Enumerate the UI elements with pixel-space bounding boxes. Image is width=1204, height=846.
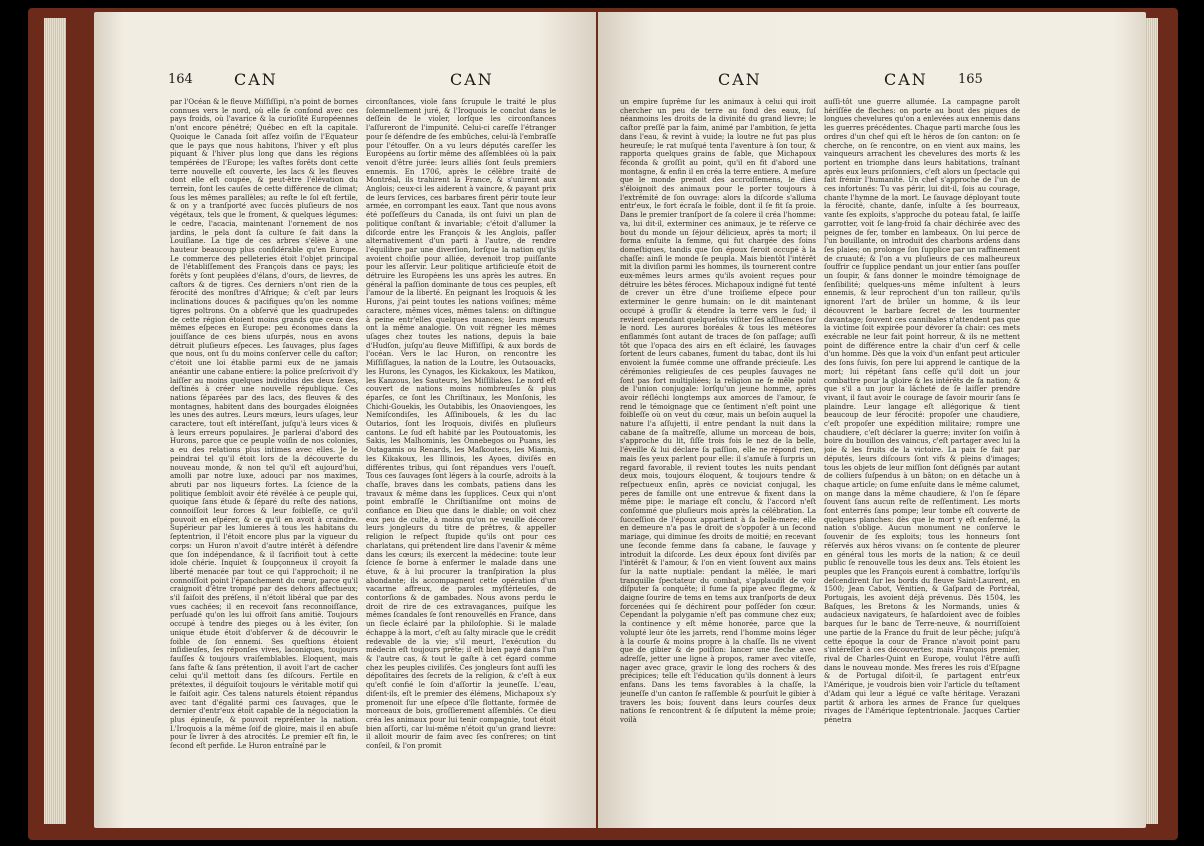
page-number-left: 164 <box>168 72 193 87</box>
left-page-column-1 <box>170 98 358 820</box>
running-head-right-1: CAN <box>718 70 762 89</box>
page-number-right: 165 <box>958 72 983 87</box>
right-col2-text: auſſi-tôt une guerre allumée. La campagne paroît hériſſée de fleches: on porte au bout des piques de longues chevelures qu'on a enlevées aux ennemis dans les guerres précédentes. Chaque parti marche ſous les ordres d'un chef qui eſt le héros de ſon canton: on ſe cherche, on ſe rencontre, on en vient aux mains, les vainqueurs arrachent les chevelures des morts & les portent en triomphe dans leurs habitations, traînant après eux leurs priſonniers, c'eſt alors un ſpectacle qui fait frémir l'humanité. Un chef s'approche de l'un de ces infortunés: Tu vas périr, lui dit-il, ſois au courage, chante l'hymne de la mort. Le ſauvage déployant toute la férocité, chante, danſe, inſulte à ſes bourreaux, vante ſes exploits, s'approche du poteau fatal, ſe laiſſe garrotter, voit ſe lang-froid ſa chair déchirée avec des peignes de fer, tomber en lambeaux. On lui perce de l'un bouillante, on introduit des charbons ardens dans ſes plaies; on prolonge ſon ſupplice par un raffinement de cruauté; & l'on a vu pluſieurs de ces malheureux ſouffrir ce ſupplice pendant un jour entier ſans pouſſer un ſoupir, & ſans donner le moindre témoignage de ſenſibilité; quelques-uns même inſultent à leurs ennemis, & leur reprochent d'un ton railleur, qu'ils ignorent l'art de brûler un homme, & ils leur découvrent le barbare ſecret de les tourmenter davantage; ſouvent ces cannibales n'attendent pas que la victime ſoit expirée pour dévorer ſa chair: ces mets exécrable ne leur fait point horreur, & ils ne mettent point de différence entre la chair d'un cerf & celle d'un homme. Dès que la voix d'un enfant peut articuler des ſons ſuivis, ſon pere lui apprend le cantique de la mort; lui répétant ſans ceſſe qu'il doit un jour combattre pour la gloire & les intérêts de ſa nation; & que s'il a un jour la lâcheté de ſe laiſſer prendre vivant, il faut avoir le courage de ſavoir mourir ſans ſe plaindre. Leur langage eſt allégorique & tient beaucoup de leur férocité: propoſer une chaudiere, c'eſt propoſer une expédition militaire; rompre une chaudiere, c'eſt déclarer la guerre; inviter ſon voiſin à boire du bouillon des vaincus, c'eſt partager avec lui la joie & les fruits de la victoire. La paix ſe fait par députés, leurs diſcours ſont vifs & pleins d'images; tous les objets de leur miſſion ſont déſignés par autant de colliers ſuſpendus à un bâton; on en détache un à chaque article; on ſume enſuite dans le même calumet, on mange dans la même chaudiere, & l'on ſe ſépare ſouvent ſans aucun reſte de reſſentiment. Les morts ſont enterrés ſans pompe; leur tombe eſt couverte de quelques planches: dès que le mort y eſt enfermé, la nation s'oblige. Aucun monument ne conſerve le ſouvenir de ſes exploits; tous les honneurs ſont réſervés aux héros vivans: on ſe contente de pleurer en général tous les morts de la nation; & ce deuil public ſe renouvelle tous les deux ans. Tels étoient les peuples que les François eurent à combattre, lorſqu'ils deſcendirent ſur les bords du fleuve Saint-Laurent, en 1500; Jean Cabot, Vénitien, & Gaſpard de Portréal, Portugais, les avoient déjà prévenus. Dès 1504, les Baſques, les Bretons & les Normands, unies & audacieux navigateurs, ſe haſardoient avec de foibles barques ſur le banc de Terre-neuve, & nourriſſoient une partie de la France du fruit de leur pêche; juſqu'à cette époque la cour de France n'avoit point paru s'intéreſſer à ces découvertes; mais François premier, rival de Charles-Quint en Europe, voulut l'être auſſi dans le nouveau monde. Mes freres les rois d'Eſpagne & de Portugal diſoit-il, ſe partagent entr'eux l'Amérique, je voudrois bien voir l'article du teſtament d'Adam qui leur a légué ce vaſte héritage. Verazani partit & arbora les armes de France ſur quelques rivages de l'Amérique ſeptentrionale. Jacques Cartier pénetra <box>824 98 1020 724</box>
running-head-left-2: CAN <box>450 70 494 89</box>
right-col1-text: un empire ſuprême ſur les animaux à celui qui iroit chercher un peu de terre au fond des eaux, ſuſ néanmoins les droits de la divinité du grand lievre; le caſtor preſſé par la faim, animé par l'ambition, ſe jetta dans l'eau, & revint à vuide; la loutre ne fut pas plus heureuſe; le rat muſqué tenta l'aventure à ſon tour, & rapporta quelques grains de ſable, que Michapoux féconda & groſſit au point, qu'il en fit d'abord une montagne, & enfin il en créa la terre entiere. A meſure que le monde prenoit des accroiſſemens, le dieu s'éloignoit des animaux pour le porter toujours à l'extrémité de ſon ouvrage: alors la diſcorde s'alluma entr'eux, le fort écraſa le foible, dont il ſe fit ſa proie. Dans le premier tranſport de ſa colere il créa l'homme: va, lui dit-il, exterminer ces animaux, je te réſerve ce bout du monde un ſéjour délicieux, après ta mort; il forma enſuite la femme, qui fut chargée des ſoins domeſtiques, tandis que ſon époux ſeroit occupé à la chaſſe: ainſi le monde ſe peupla. Mais bientôt l'intérêt mit la diviſion parmi les hommes, ils tournerent contre eux-mêmes leurs armes qu'ils avoient reçues pour détruire les bêtes féroces. Michapoux indigné fut tenté de crever un être d'une troiſieme eſpece pour exterminer le genre humain: on le dit maintenant occupé à groſſir & étendre la terre vers le ſud; il revient cependant quelquefois viſiter ſes aſſluences ſur le nord. Les aurores boréales & tous les météores enflammés ſont autant de traces de ſon paſſage; auſſi tôt que l'opaca des airs en eſt éclairé, les ſauvages ſortent de leurs cabanes, fument du tabac, dont ils lui envoient la fumée comme une offrande précieuſe. Les cérémonies religieuſes de ces peuples ſauvages ne ſont pas fort multipliées; la religion ne ſe mêle point de l'union conjugale: lorſqu'un jeune homme, après avoir réſléchi longtemps aux amorces de l'amour, ſe rend le témoignage que ce ſentiment n'eſt point une foibleſſe où on veut du cœur, mais un beſoin auquel la nature l'a aſſujetti, il entre pendant la nuit dans la cabane de ſa maîtreſſe, allume un morceau de bois, s'approche du lit, ſiſſe trois fois le nez de la belle, l'éveille & lui déclare ſa paſſion, elle ne répond rien, mais ſes yeux parlent pour elle: il s'amuſe à ſurpris un regard favorable, il revient toutes les nuits pendant deux mois, toujours éloquent, & toujours tendre & reſpectueux enſin, après ce noviciat conjugal, les peres de famille ont une entrevue & fixent dans la même pipe: le mariage eſt conclu, & l'accord n'eſt conſommé que pluſieurs mois après la célébration. La ſucceſſion de l'époux appartient à ſa belle-mere; elle en demeure n'a pas le droit de s'oppoſer à un ſecond mariage, qui diminue ſes droits de moitié; en recevant une ſeconde femme dans ſa cabane, le ſauvage y introduit la diſcorde. Les deux époux ſont diviſés par l'intérêt & l'amour, & l'on en vient ſouvent aux mains ſur la natte nuptiale: pendant la mêlée, le mari tranquille ſpectateur du combat, s'applaudit de voir diſputer ſa conquête; il fume ſa pipe avec flegme, & daigne ſourire de tems en tems aux tranſports de deux forcenées qui ſe déchirent pour poſſéder ſon cœur. Cependant la polygamie n'eſt pas commune chez eux; la continence y eſt même honorée, parce que la volupté leur ôte les jarrets, rend l'homme moins léger à la courſe & moins propre à la chaſſe. Ils ne vivent que de gibier & de poiſſon: lancer une fleche avec adreſſe, jetter une ligne à propos, ramer avec viteſſe, nager avec grace, gravir le long des rochers & des précipices; telle eſt l'éducation qu'ils donnent à leurs enfans. Dans les tems favorables à la chaſſe, la jeuneſſe d'un canton ſe raſſemble & pourſuit le gibier à travers les bois; ſouvent dans leurs courſes deux nations ſe rencontrent & ſe diſputent la même proie; voilà <box>620 98 816 724</box>
right-page-column-1 <box>620 98 816 820</box>
left-page-column-2 <box>366 98 556 820</box>
running-head-left-1: CAN <box>234 70 278 89</box>
page-edges-left <box>44 18 66 824</box>
running-head-right-2: CAN <box>884 70 928 89</box>
right-page-column-2 <box>824 98 1020 820</box>
right-page <box>598 12 1146 828</box>
page-edges-right <box>1146 18 1158 824</box>
left-page <box>94 12 596 828</box>
left-col2-text: circonſtances, viole ſans ſcrupule le traité le plus ſolemnellement juré, & l'Iroquois le conclut dans le deſſein de le violer, lorſque les circonſtances l'aſſureront de l'impunité. Celui-ci careſſe l'étranger pour ſe défendre de ſes embûches, celui-là l'embraſſe pour l'étouffer. On a vu leurs députés careſſer les Européens au ſortir même des aſſemblées où la paix venoit d'être jurée: leurs alliés ſont ſeuls premiers ennemis. En 1706, après le célèbre traité de Montréal, ils trahirent la France, & s'unirent aux Anglois; ceux-ci les aiderent à vaincre, & payant prix de leurs ſervices, ces barbares firent périr toute leur armée, en corrompant les eaux. Tant que nous avons été poſſeſſeurs du Canada, ils ont ſuivi un plan de politique conſtant & invariable; c'étoit d'allumer la diſcorde entre les François & les Anglois, paſſer alternativement d'un parti à l'autre, de rendre l'équilibre par une diverſion, lorſque la nation qu'ils avoient choiſie pour alliée, devenoit trop puiſſante pour les aſſervir. Leur politique artificieuſe étoit de détruire les Européens les uns après les autres. En général la paſſion dominante de tous ces peuples, eſt l'amour de la liberté. En peignant les Iroquois & les Hurons, j'ai peint toutes les nations voiſines; même caractere, mêmes vices, mêmes talens: on diſtingue à peine entr'elles quelques nuances; leurs mœurs ont la même analogie. On voit régner les mêmes uſages chez toutes les nations, depuis la baie d'Hudſon, juſqu'au fleuve Miſſiſſipi, & aux bords de l'océan. Vers le lac Huron, on rencontre les Miſſiſſagues, la nation de la Loutre, les Outaouacks, les Hurons, les Cynagos, les Kickakoux, les Matikou, les Kanzous, les Sauteurs, les Miſſiliakes. Le nord eſt couvert de nations moins nombreuſes & plus éparſes, ce ſont les Chriſtinaux, les Monſonis, les Chichi-Gouekis, les Outabibis, les Onaoviengoes, les Nemiſcondiſes, les Aſſinibouels, & les du lac Outarios, ſont les Iroquois, diviſés en pluſieurs cantons. Le ſud eſt habité par les Poutouatomis, les Sakis, les Malhominis, les Onnebegos ou Puans, les Outagamis ou Renards, les Maſkoutecs, les Miamis, les Kikakoux, les Illinois, les Ayoes, diviſés en différentes tribus, qui ſont répandues vers l'oueſt. Tous ces ſauvages ſont légers à la courſe, adroits à la chaſſe, braves dans les combats, patiens dans les travaux & même dans les ſupplices. Ceux qui n'ont point embraſſé le Chriſtianiſme ont moins de confiance en Dieu que dans le diable; on voit chez eux peu de culte, à moins qu'on ne veuille décorer leurs jongleurs du titre de prêtres, & appeller religion le reſpect ſtupide qu'ils ont pour ces charlatans, qui prétendent lire dans l'avenir & même dans les cœurs; ils exercent la médecine: toute leur ſcience ſe borne à enfermer le malade dans une étuve, & à lui procurer la tranſpiration la plus abondante; ils accompagnent cette opération d'un vacarme affreux, de paroles myſtérieuſes, de contorſions & de gambades. Nous avons perdu le droit de rire de ces extravagances, puiſque les mêmes ſcandales ſe ſont renouvellés en France, dans un ſiecle éclairé par la philoſophie. Si le malade échappe à la mort, c'eſt au ſalty miracle que le crédit redevable de la vie; s'il meurt, l'exécution du médecin eſt toujours prête; il eſt bien payé dans l'un & l'autre cas, & tout le gaſte à cet égard comme chez les peuples civiliſés. Ces jongleurs ſont auſſi les dépoſitaires des ſecrets de la religion, & c'eſt à eux qu'eſt confié le ſoin d'aſſortir la jeuneſſe. L'eau, diſent-ils, eſt le premier des élémens, Michapoux s'y promenoit ſur une eſpece d'île flottante, formée de morceaux de bois, groſſierement aſſemblés. Ce dieu créa les animaux pour lui tenir compagnie, tout étoit bien aſſorti, car lui-même n'étoit qu'un grand lievre: il alloit mourir de faim avec ſes conſreres; on tint conſeil, & l'on promit <box>366 98 556 751</box>
left-col1-text: par l'Océan & le fleuve Miſſiſſipi, n'a point de bornes connues vers le nord, où elle ſe confond avec ces pays froids, où l'avarice & la curioſité Européennes n'ont encore pénétré; Québec en eſt la capitale. Quoique le Canada ſoit aſſez voiſin de l'Equateur que le pays que nous habitons, l'hiver y eſt plus piquant & l'hiver plus long que dans les régions tempérées de l'Europe; les vaſtes forêts dont cette terre nouvelle eſt couverte, les lacs & les fleuves dont elle eſt coupée, & peut-être l'élévation du terrein, font les cauſes de cette différence de climat; ſous les mêmes parallèles; au reſte le ſol eſt fertile, & on y a tranſporté avec ſuccès pluſieurs de nos végétaux, tels que le froment, & quelques légumes: le cedre, l'acacia, maintenant l'ornement de nos jardins, le pela dont ſa culture ſe fait dans la Louiſiane. La tige de ces arbres s'élève à une hauteur beaucoup plus conſidérable qu'en Europe. Le commerce des pelleteries étoit l'objet principal de l'établiſſement des François dans ce pays; les forêts y ſont peuplées d'élans, d'ours, de lievres, de caſtors & de tigres. Ces derniers n'ont rien de la férocité des monſtres d'Afrique; & c'eſt par leurs inclinations douces & pacifiques qu'on les nomme tigres poltrons. On a obſervé que les quadrupedes de cette région étoient moins grands que ceux des mêmes eſpeces en Europe: peu économes dans la jouiſſance de ces biens uſurpés, nous en avons détruit pluſieurs eſpeces. Les ſauvages, plus ſages que nous, ont ſu du moins conſerver celle du caſtor; c'étoit une loi établie parmi eux de ne jamais anéantir une cabane entiere: la police preſcrivoit d'y laiſſer au moins quelques individus des deux ſexes, deſtinés à créer une nouvelle république. Ces nations ſéparées par des lacs, des fleuves & des montagnes, habitent dans des bourgades éloignées les unes des autres. Leurs mœurs, leurs uſages, leur caractere, tout eſt intéreſſant, juſqu'à leurs vices & à leurs erreurs populaires. Je parlerai d'abord des Hurons, parce que ce peuple voiſin de nos colonies, a eu des relations plus intimes avec elles. Je le peindrai tel qu'il étoit lors de la découverte du nouveau monde, & non tel qu'il eſt aujourd'hui, amolli par notre luxe, adouci par nos maximes, abruti par nos liqueurs fortes. La ſcience de la politique ſembloit avoir été révélée à ce peuple qui, quoique ſans étude & ſéparé du reſte des nations, connoiſſoit leur forces & leur foibleſſe, ce qu'il pouvoit en eſpérer, & ce qu'il en avoit à craindre. Supérieur par les lumieres à tous les habitans du ſeptentrion, il l'étoit encore plus par la vigueur du corps: un Huron n'avoit d'autre intérêt à défendre que ſon indépendance, & il ſacrifioit tout à cette idole chérie. Inquiet & ſoupçonneux il croyoit ſa liberté menacée par tout ce qui l'approchoit; il ne connoiſſoit point l'épanchement du cœur, parce qu'il craignoit d'être trompé par des dehors affectueux; s'il ſaiſoit des préſens, il n'étoit libéral que par des vues cachées; il en recevoit ſans reconnoiſſance, perſuadé qu'on les lui offroit ſans amitié. Toujours occupé à tendre des pieges ou à les éviter, ſon unique étude étoit d'obſerver & de découvrir le foible de ſon ennemi. Ses queſtions étoient inſidieuſes, ſes réponſes vives, laconiques, toujours fauſſes & toujours vraiſemblables. Eloquent, mais ſans faſte & ſans prétention, il avoit l'art de cacher celui qu'il mettoit dans ſes diſcours. Fertile en prétextes, il déguiſoit toujours le véritable motif qui le faiſoit agir. Ces talens naturels étoient répandus avec tant d'égalité parmi ces ſauvages, que le dernier d'entr'eux étoit capable de la négociation la plus épineuſe, & pouvoit repréſenter la nation. L'Iroquois a la même ſoif de gloire, mais il en abuſe pour ſe livrer à des atrocités. Le premier eſt fin, le ſecond eſt perfide. Le Huron entraîné par le <box>170 98 358 751</box>
